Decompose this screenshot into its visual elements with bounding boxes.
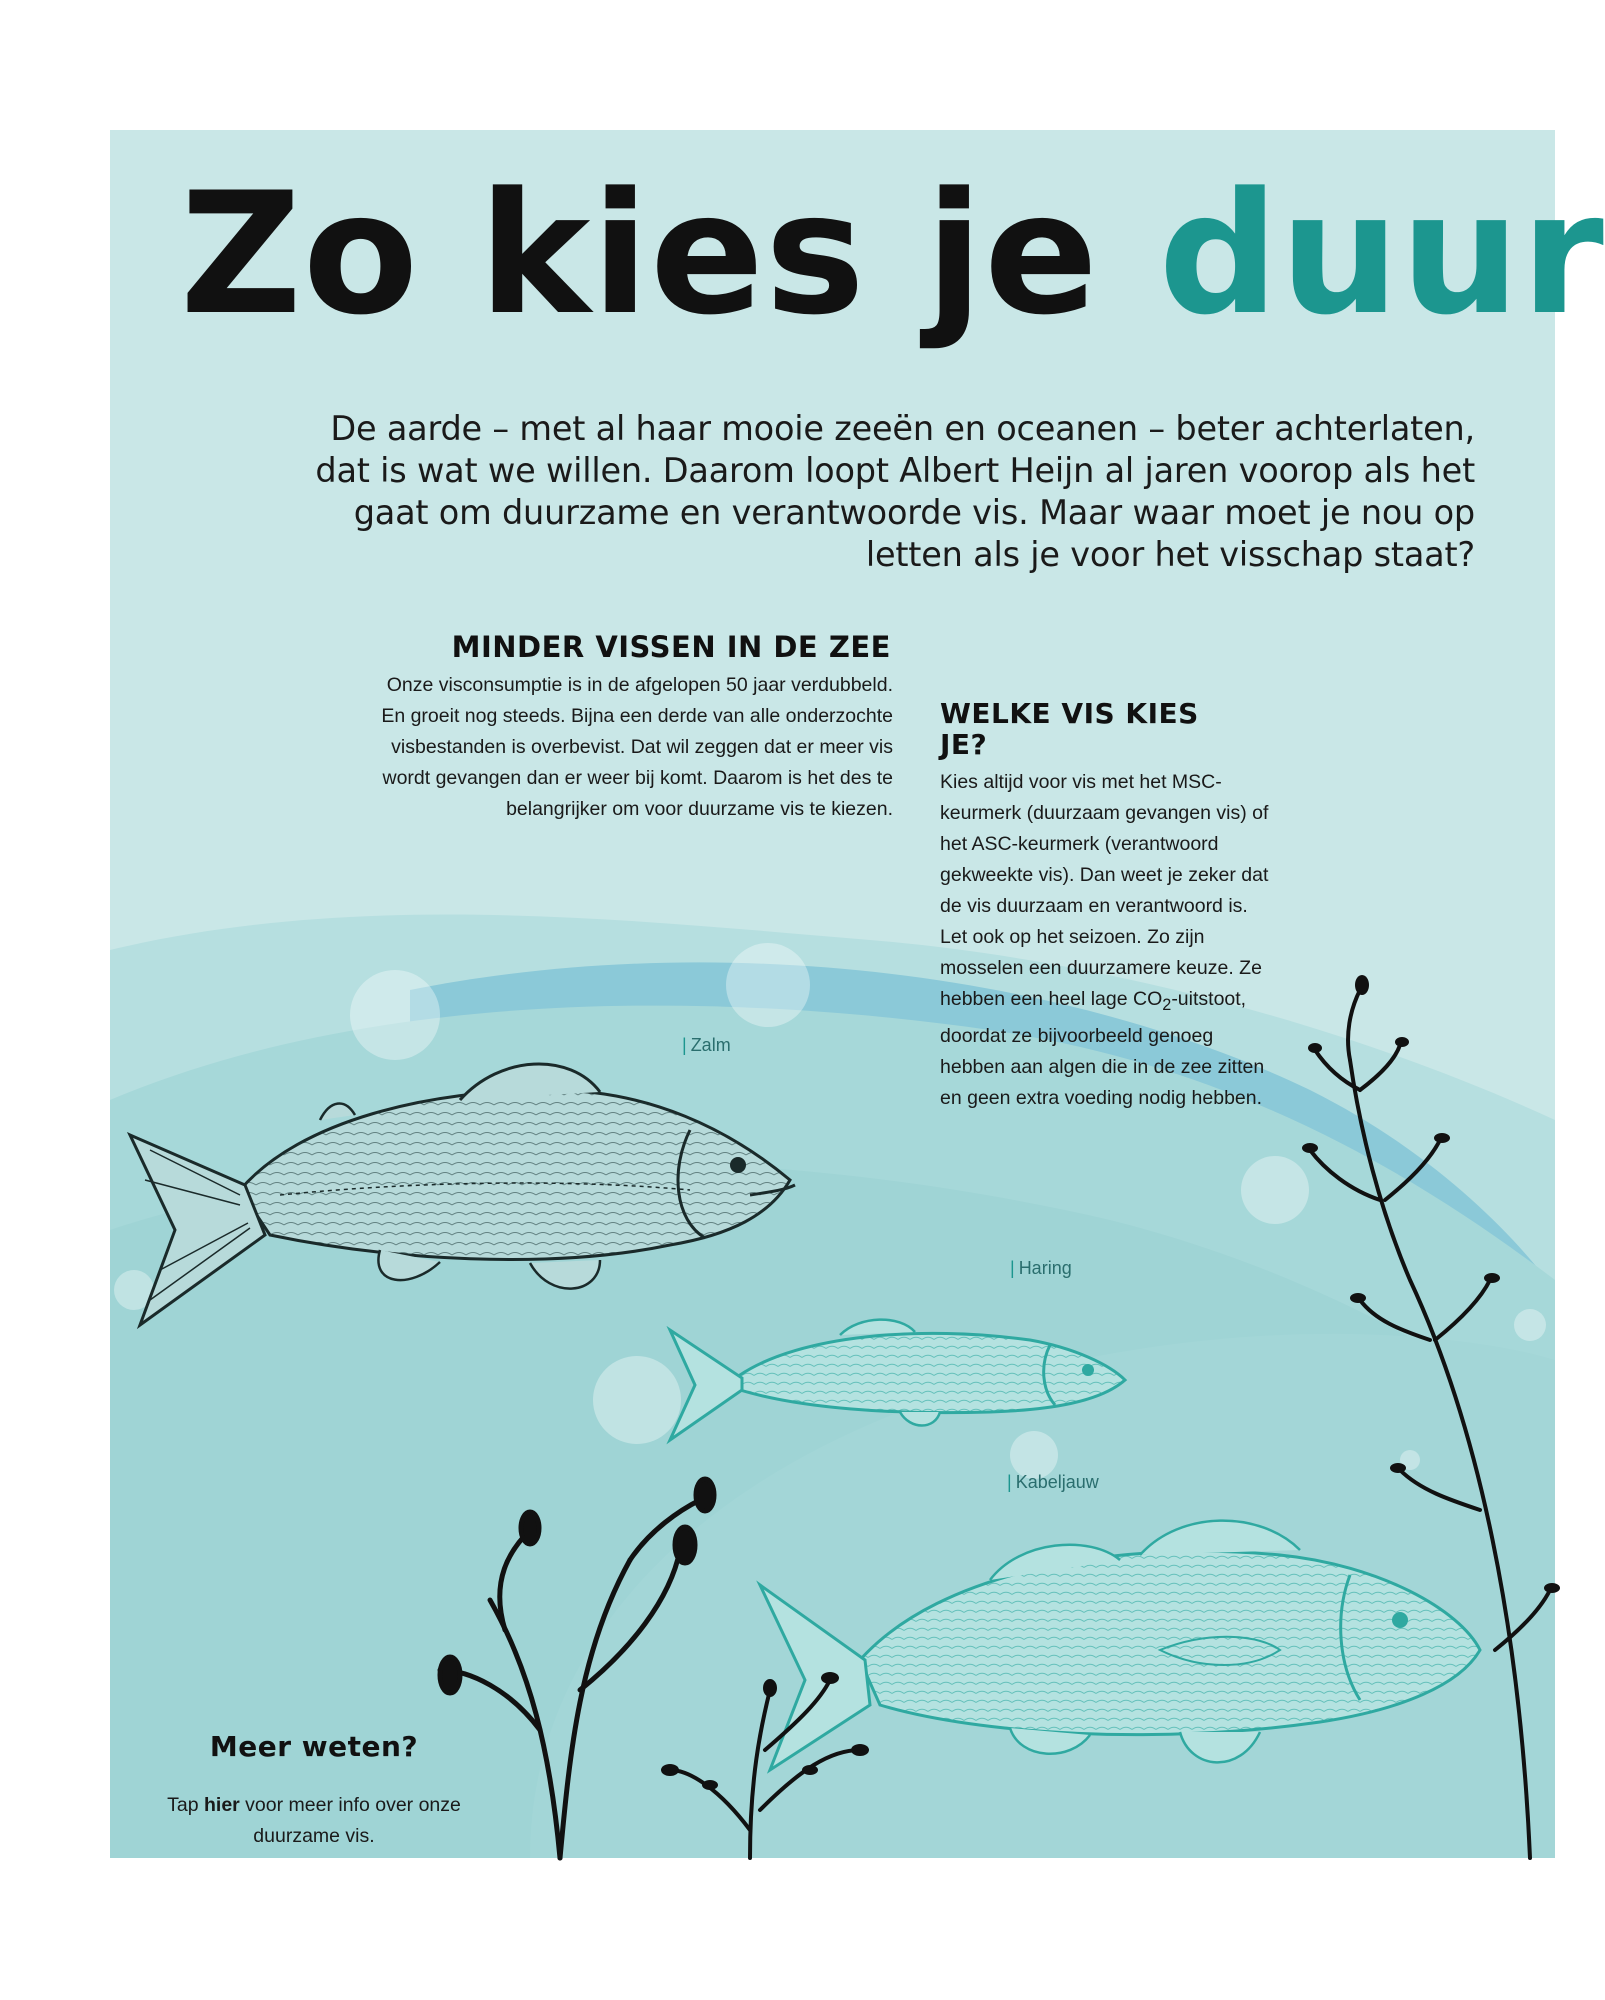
fish-label-zalm: | Zalm (682, 1035, 731, 1055)
fish-label-text: Zalm (690, 1035, 731, 1055)
section1-heading: MINDER VISSEN IN DE ZEE (451, 630, 891, 664)
fish-label-text: Kabeljauw (1015, 1472, 1099, 1492)
ocean-background (110, 130, 1555, 1858)
title-black: Zo kies je (180, 156, 1099, 352)
article-panel (110, 130, 1605, 1858)
more-info-link[interactable]: hier (203, 1793, 240, 1816)
title-accent: duur (1158, 156, 1605, 352)
section2-heading: WELKE VIS KIES JE? (940, 697, 1199, 761)
section1-body: Onze visconsumptie is in de afgelopen 50 jaar verdubbeld. En groeit nog steeds. Bijna een derde van alle onderzochte visbestanden is overbevist. Dat wil zeggen dat er meer vis wordt gevangen dan er weer bij komt. Daarom is het des te belangrijker om voor duurzame vis te kiezen. (381, 674, 893, 820)
fish-label-haring: | Haring (1010, 1258, 1072, 1278)
section2-body-part1: Kies altijd voor vis met het MSC-keurmerk (duurzaam gevangen vis) of het ASC-keurmerk (verantwoord gekweekte vis). Dan weet je zeker dat de vis duurzaam en verantwoord is. Let ook op het seizoen. Zo zijn mosselen een duurzamere keuze. Ze hebben een heel lage CO (940, 771, 1269, 1010)
page-title (180, 156, 1605, 352)
section2-body (940, 767, 1270, 1114)
more-info-prefix: Tap (167, 1793, 204, 1816)
section2-body-part2: -uitstoot, doordat ze bijvoorbeeld genoeg hebben aan algen die in de zee zitten en geen extra voeding nodig hebben. (940, 988, 1265, 1109)
fish-label-text: Haring (1018, 1258, 1072, 1278)
fish-label-kabeljauw: | Kabeljauw (1007, 1472, 1099, 1492)
more-info-title: Meer weten? (209, 1730, 419, 1763)
co2-subscript: 2 (1162, 995, 1172, 1014)
more-info-suffix: voor meer info over onze duurzame vis. (239, 1793, 461, 1847)
intro-text: De aarde – met al haar mooie zeeën en oceanen – beter achterlaten, dat is wat we willen. Daarom loopt Albert Heijn al jaren voorop als het gaat om duurzame en verantwoorde vis. Maar waar moet je nou op letten als je voor het visschap staat? (315, 409, 1475, 574)
more-info-text (164, 1790, 464, 1852)
